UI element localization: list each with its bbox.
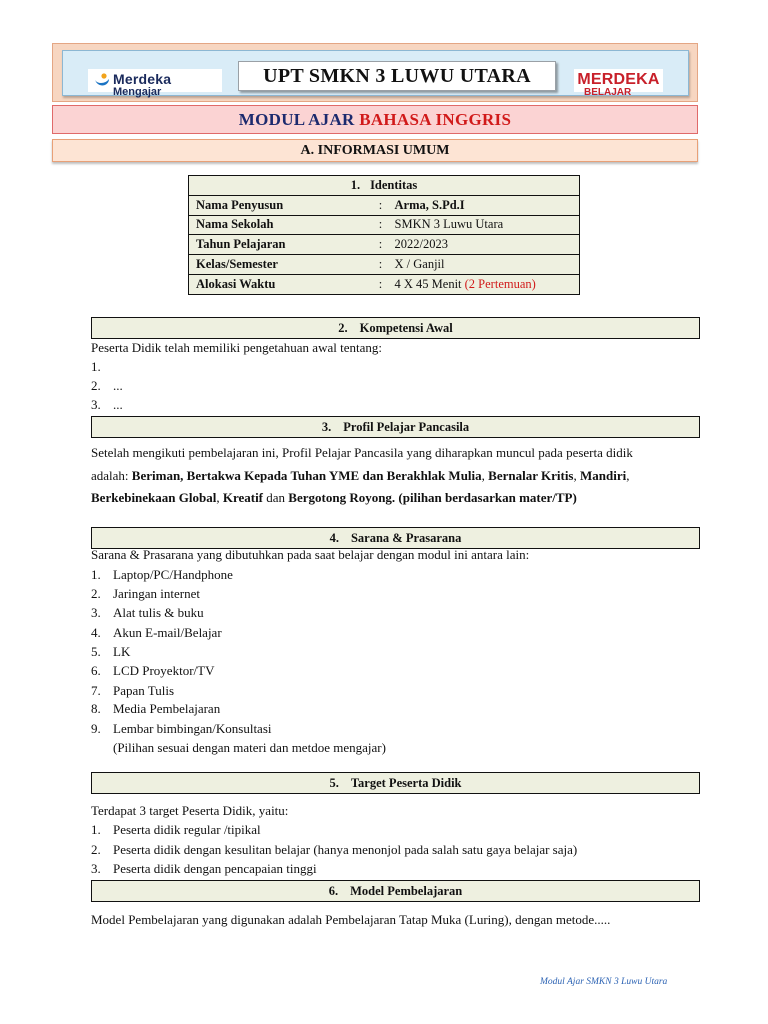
list-number: 2. [91,586,101,601]
profil-bold: Kreatif [222,490,264,505]
list-item [91,357,113,376]
section-title: Profil Pelajar Pancasila [343,420,470,434]
target-intro: Terdapat 3 target Peserta Didik, yaitu: [91,803,289,818]
logo-left-text: Merdeka [113,71,172,87]
list-item [91,623,222,642]
list-text: Media Pembelajaran [113,701,221,716]
identitas-colon: : [371,255,391,275]
identitas-header-row [189,176,580,196]
list-text: Akun E-mail/Belajar [113,625,222,640]
profil-bold: Mandiri [580,467,627,483]
list-number: 4. [91,625,101,640]
table-row [189,215,580,235]
list-item [91,840,577,859]
identitas-header [189,176,580,196]
list-text: Papan Tulis [113,683,175,698]
profil-text: dan [263,490,289,505]
list-item [91,603,204,622]
list-item [91,565,233,584]
section-a-title: A. INFORMASI UMUM [52,139,698,162]
section-number: 3. [321,420,332,434]
profil-line-2 [91,465,703,488]
profil-bold: Beriman, Bertakwa Kepada Tuhan YME dan Berakhlak Mulia [131,467,482,483]
profil-line-3 [91,487,703,510]
identitas-table [188,175,580,295]
section-title: Model Pembelajaran [350,884,463,898]
model-text: Model Pembelajaran yang digunakan adalah Pembelajaran Tatap Muka (Luring), dengan metode..... [91,912,611,927]
identitas-key: Kelas/Semester [189,255,371,275]
identitas-key: Nama Penyusun [189,195,371,215]
list-number: 7. [91,683,101,698]
module-title-part2: BAHASA INGGRIS [359,110,512,129]
module-title-part1: MODUL AJAR [238,110,355,129]
profil-paragraph [91,442,703,510]
profil-bold: Berkebinekaan Global [91,490,217,505]
logo-right-subtext: BELAJAR [584,87,632,98]
list-number: 1. [91,822,101,837]
table-row [189,195,580,215]
section-number: 6. [328,884,339,898]
list-item [91,584,200,603]
list-number: 3. [91,605,101,620]
logo-left-subtext: Mengajar [113,86,162,98]
identitas-title: Identitas [370,177,418,192]
section-number: 2. [338,321,348,335]
sarana-intro: Sarana & Prasarana yang dibutuhkan pada saat belajar dengan modul ini antara lain: [91,547,530,562]
list-item [91,719,272,738]
module-title [52,105,698,134]
section-number: 5. [329,776,339,790]
identitas-key: Alokasi Waktu [189,274,371,294]
list-text: Alat tulis & buku [113,605,204,620]
profil-bold: Bergotong Royong. (pilihan berdasarkan mater/TP) [288,490,577,505]
identitas-colon: : [371,235,391,255]
identitas-colon: : [371,195,391,215]
identitas-value: 2022/2023 [391,235,580,255]
identitas-colon: : [371,215,391,235]
profil-text: adalah: [91,467,132,483]
list-item [91,699,220,718]
list-text: Peserta didik dengan pencapaian tinggi [113,861,317,876]
list-item [91,661,214,680]
section-title: Sarana & Prasarana [350,531,462,545]
list-number: 2. [91,842,101,857]
merdeka-mengajar-logo [88,69,222,98]
identitas-value [391,274,580,294]
list-number: 2. [91,378,101,393]
section-title: Target Peserta Didik [350,776,462,790]
profil-text: , [626,467,630,483]
page-footer: Modul Ajar SMKN 3 Luwu Utara [540,977,668,987]
list-item [91,376,123,395]
section-title: Kompetensi Awal [359,321,453,335]
list-item [91,642,130,661]
list-text: Peserta didik regular /tipikal [113,822,261,837]
list-number: 3. [91,861,101,876]
list-item [91,820,261,839]
kompetensi-intro: Peserta Didik telah memiliki pengetahuan awal tentang: [91,340,382,355]
identitas-value: SMKN 3 Luwu Utara [391,215,580,235]
list-text: ... [113,397,123,412]
list-text: Lembar bimbingan/Konsultasi [113,721,272,736]
section-number: 4. [329,531,339,545]
list-item [91,681,174,700]
list-item [91,395,123,414]
list-number: 9. [91,721,101,736]
school-title: UPT SMKN 3 LUWU UTARA [238,61,556,91]
identitas-colon: : [371,274,391,294]
list-number: 3. [91,397,101,412]
table-row [189,255,580,275]
list-number: 8. [91,701,101,716]
list-number: 1. [91,359,101,374]
list-number: 1. [91,567,101,582]
identitas-key: Tahun Pelajaran [189,235,371,255]
profil-text: , [573,467,580,483]
list-item [91,859,317,878]
section-target-peserta [91,772,700,794]
section-model-pembelajaran [91,880,700,902]
merdeka-belajar-logo [574,69,663,98]
list-number: 6. [91,663,101,678]
profil-bold: Bernalar Kritis [488,467,574,483]
identitas-value: Arma, S.Pd.I [391,195,580,215]
alokasi-waktu-value: 4 X 45 Menit [394,276,462,291]
list-text: Laptop/PC/Handphone [113,567,233,582]
logo-right-text: MERDEKA [577,71,660,88]
section-kompetensi-awal [91,317,700,339]
merdeka-logo-icon [94,72,110,88]
alokasi-waktu-pertemuan: (2 Pertemuan) [464,276,536,291]
table-row [189,274,580,294]
list-text: ... [113,378,123,393]
profil-text: , [481,467,489,483]
table-row [189,235,580,255]
list-text: LCD Proyektor/TV [113,663,215,678]
list-text: Peserta didik dengan kesulitan belajar (hanya menonjol pada salah satu gaya belajar saja) [113,842,578,857]
list-text: LK [113,644,131,659]
profil-text: , [216,490,223,505]
list-number: 5. [91,644,101,659]
profil-line-1: Setelah mengikuti pembelajaran ini, Profil Pelajar Pancasila yang diharapkan muncul pada peserta didik [91,445,633,460]
identitas-key: Nama Sekolah [189,215,371,235]
identitas-number: 1. [350,177,361,192]
sarana-note: (Pilihan sesuai dengan materi dan metdoe mengajar) [113,740,386,755]
list-text: Jaringan internet [113,586,200,601]
section-profil-pelajar [91,416,700,438]
identitas-value: X / Ganjil [391,255,580,275]
